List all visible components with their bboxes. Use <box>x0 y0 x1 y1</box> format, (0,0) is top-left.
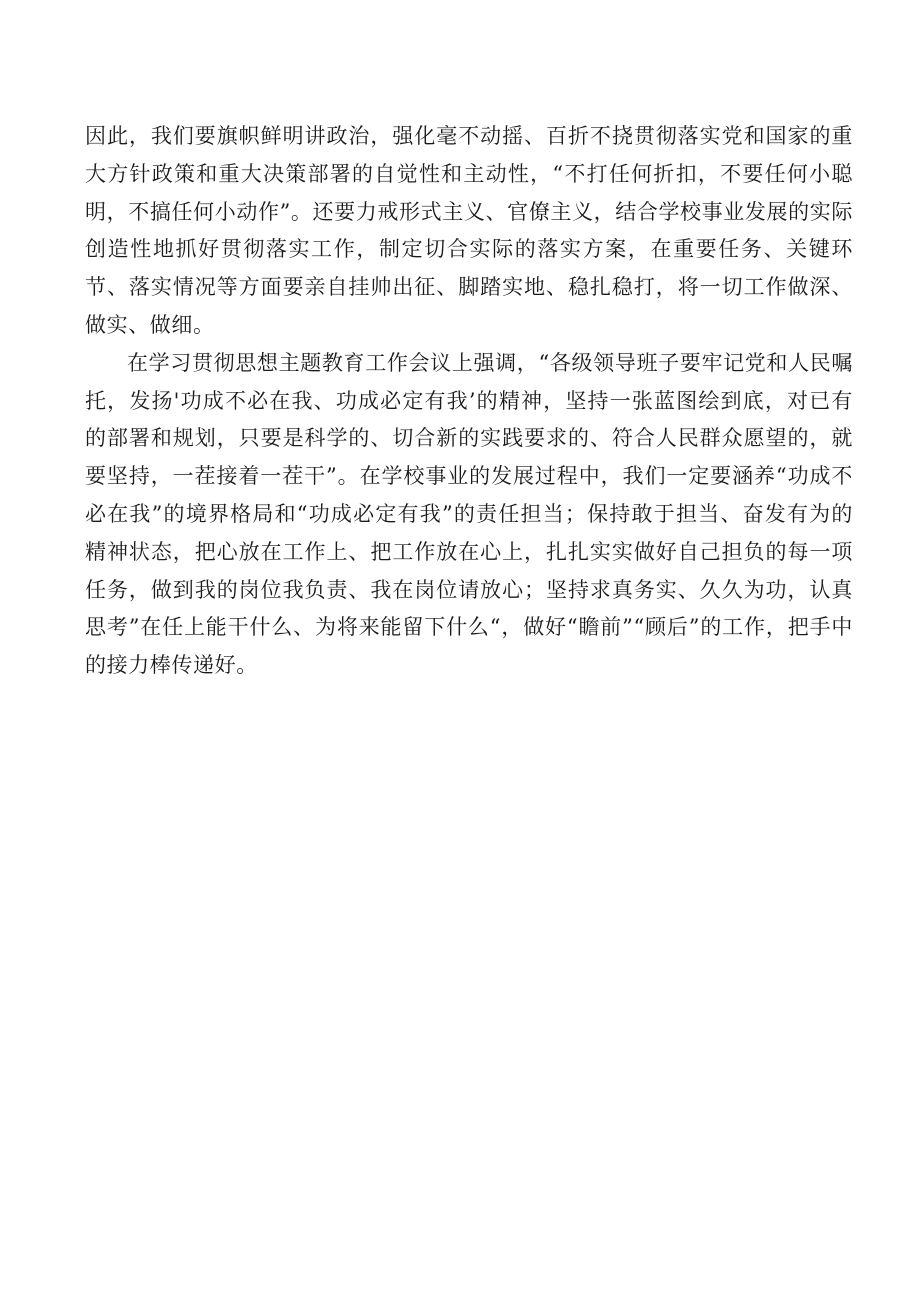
document-body <box>85 118 853 685</box>
paragraph-1: 因此，我们要旗帜鲜明讲政治，强化毫不动摇、百折不挠贯彻落实党和国家的重大方针政策和重大决策部署的自觉性和主动性，“不打任何折扣，不要任何小聪明，不搞任何小动作”。还要力戒形式主义、官僚主义，结合学校事业发展的实际创造性地抓好贯彻落实工作，制定切合实际的落实方案，在重要任务、关键环节、落实情况等方面要亲自挂帅出征、脚踏实地、稳扎稳打，将一切工作做深、做实、做细。 <box>85 124 853 337</box>
paragraph-2: 在学习贯彻思想主题教育工作会议上强调，“各级领导班子要牢记党和人民嘱托，发扬'功成不必在我、功成必定有我’的精神，坚持一张蓝图绘到底，对已有的部署和规划，只要是科学的、切合新的实践要求的、符合人民群众愿望的，就要坚持，一茬接着一茬干”。在学校事业的发展过程中，我们一定要涵养“功成不必在我”的境界格局和“功成必定有我”的责任担当；保持敢于担当、奋发有为的精神状态，把心放在工作上、把工作放在心上，扎扎实实做好自己担负的每一项任务，做到我的岗位我负责、我在岗位请放心；坚持求真务实、久久为功，认真思考”在任上能干什么、为将来能留下什么“，做好“瞻前”“顾后”的工作，把手中的接力棒传递好。 <box>85 350 853 678</box>
